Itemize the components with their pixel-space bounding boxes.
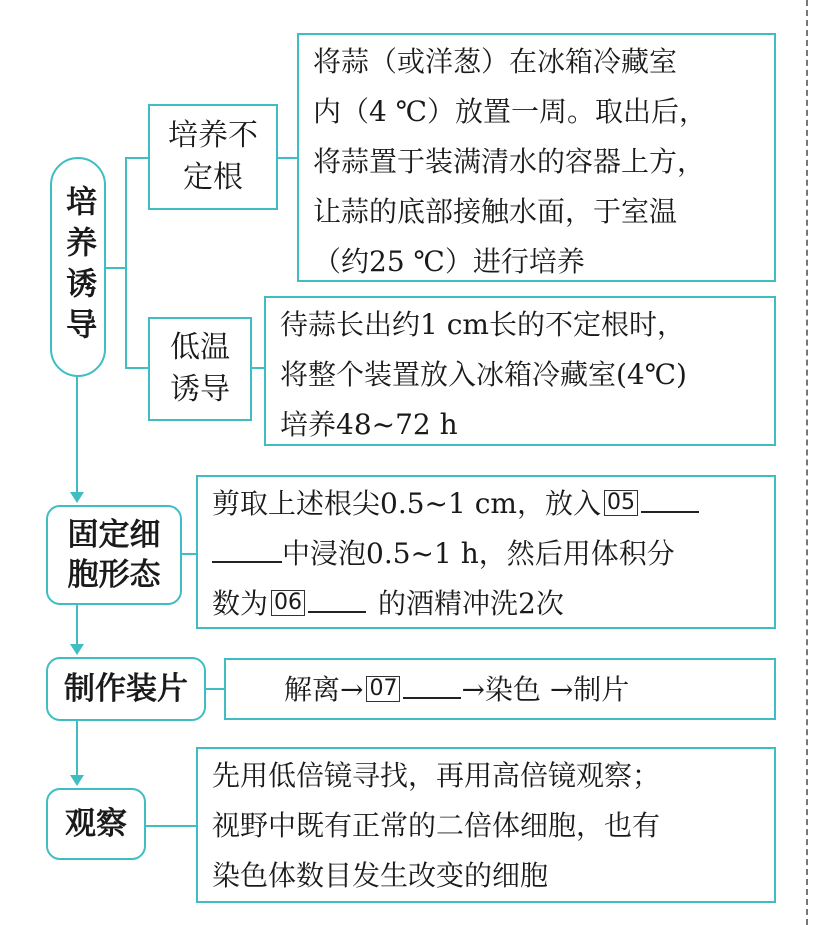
desc-observe (196, 747, 776, 903)
connector (125, 157, 127, 369)
connector (125, 157, 150, 159)
desc-mount (224, 658, 776, 720)
arrow-down-icon (70, 492, 84, 503)
desc-line (212, 529, 762, 579)
connector (276, 157, 299, 159)
desc-line (212, 479, 762, 529)
answer-blank[interactable] (212, 531, 282, 563)
desc-text: →染色 →制片 (461, 673, 630, 706)
connector (105, 267, 127, 269)
step-mount-label: 制作装片 (64, 670, 188, 707)
desc-fix (196, 475, 776, 629)
step-induce-label: 培养诱导 (60, 185, 97, 349)
desc-text: 解离→ (284, 673, 364, 706)
desc-line: 染色体数目发生改变的细胞 (212, 859, 549, 892)
desc-line (212, 579, 762, 629)
step-induce (50, 157, 106, 377)
step-observe (46, 788, 146, 860)
answer-blank[interactable] (308, 581, 366, 613)
desc-text: 的酒精冲洗2次 (378, 587, 564, 620)
blank-number-07: 07 (366, 676, 400, 702)
step-fix (46, 505, 182, 605)
desc-text: 数为 (212, 587, 269, 620)
arrow-down-icon (70, 644, 84, 655)
substep-root-culture (148, 104, 278, 210)
blank-number-06: 06 (271, 590, 305, 616)
desc-line: 待蒜长出约1 cm长的不定根时， (280, 308, 685, 341)
connector (76, 719, 78, 776)
substep-root-label: 培养不定根 (168, 118, 258, 195)
desc-line: 内（4 ℃）放置一周。取出后， (313, 95, 708, 128)
step-fix-label: 固定细胞形态 (67, 516, 161, 593)
answer-blank[interactable] (641, 481, 699, 513)
arrow-down-icon (70, 775, 84, 786)
desc-line: 视野中既有正常的二倍体细胞，也有 (212, 809, 661, 842)
desc-text: 中浸泡0.5~1 h，然后用体积分 (282, 537, 675, 570)
desc-line: 将蒜置于装满清水的容器上方， (313, 145, 706, 178)
desc-line: 培养48~72 h (280, 408, 458, 441)
connector (204, 688, 226, 690)
connector (145, 825, 198, 827)
connector (125, 367, 150, 369)
desc-line: 将整个装置放入冰箱冷藏室(4℃) (280, 358, 687, 391)
desc-line: 先用低倍镜寻找，再用高倍镜观察； (212, 759, 661, 792)
blank-number-05: 05 (604, 490, 638, 516)
desc-text: 剪取上述根尖0.5~1 cm，放入 (212, 487, 601, 520)
answer-blank[interactable] (403, 667, 461, 699)
connector (76, 375, 78, 493)
substep-lowtemp-label: 低温诱导 (170, 330, 230, 407)
desc-line: （约25 ℃）进行培养 (313, 245, 585, 278)
substep-low-temp (148, 317, 252, 421)
desc-root-culture (297, 33, 776, 282)
desc-low-temp (264, 296, 776, 446)
connector (76, 604, 78, 644)
desc-line: 将蒜（或洋葱）在冰箱冷藏室 (313, 45, 678, 78)
page-margin-dashed-line (806, 0, 808, 925)
desc-line: 让蒜的底部接触水面，于室温 (313, 195, 678, 228)
step-observe-label: 观察 (65, 805, 127, 842)
step-mount (46, 657, 206, 721)
